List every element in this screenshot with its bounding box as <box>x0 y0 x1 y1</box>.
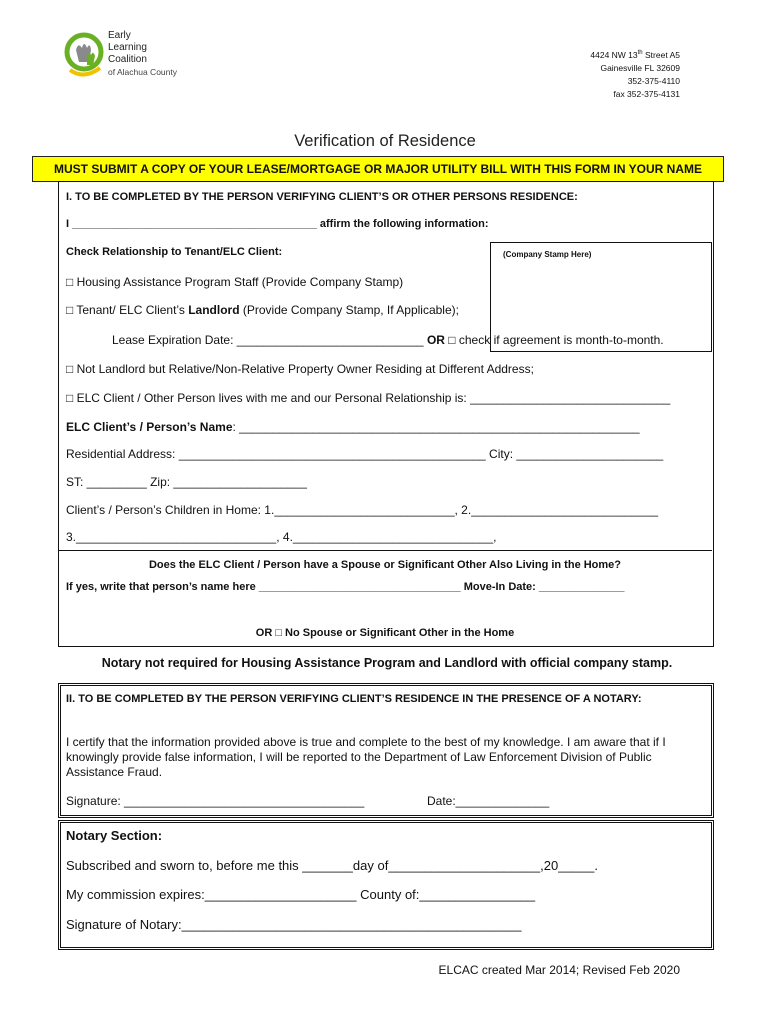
notary-note: Notary not required for Housing Assistance Program and Landlord with official company stamp. <box>101 656 673 670</box>
notary-heading: Notary Section: <box>66 828 163 843</box>
logo-line-1: Early <box>108 30 131 41</box>
client-name-field[interactable]: ELC Client’s / Person’s Name: ____________________________________________________________ <box>66 420 640 434</box>
relationship-heading: Check Relationship to Tenant/ELC Client: <box>66 246 283 258</box>
no-spouse-checkbox[interactable]: OR □ No Spouse or Significant Other in the Home <box>255 627 515 639</box>
spouse-name-field[interactable]: If yes, write that person’s name here _________________________________ Move-In Date: ______________ <box>66 581 625 593</box>
footer-revision: ELCAC created Mar 2014; Revised Feb 2020 <box>438 963 680 977</box>
state-zip-field[interactable]: ST: _________ Zip: ____________________ <box>66 475 307 489</box>
section-1-heading: I. TO BE COMPLETED BY THE PERSON VERIFYING CLIENT’S OR OTHER PERSONS RESIDENCE: <box>66 191 578 203</box>
lease-expiration-field[interactable]: Lease Expiration Date: ____________________________ OR □ check if agreement is month-to-month. <box>112 333 664 347</box>
office-address <box>590 47 680 101</box>
sworn-field[interactable]: Subscribed and sworn to, before me this _______day of_____________________,20_____. <box>66 858 598 873</box>
address-city: Gainesville FL 32609 <box>600 62 680 73</box>
checkbox-landlord[interactable]: □ Tenant/ ELC Client’s Landlord (Provide Company Stamp, If Applicable); <box>66 303 459 317</box>
section-2-heading: II. TO BE COMPLETED BY THE PERSON VERIFYING CLIENT’S RESIDENCE IN THE PRESENCE OF A NOTARY: <box>66 693 642 705</box>
children-field-2[interactable]: 3.______________________________, 4.______________________________, <box>66 530 497 544</box>
address-street: 4424 NW 13th Street A5 <box>590 49 680 60</box>
stamp-label: (Company Stamp Here) <box>503 250 592 259</box>
commission-field[interactable]: My commission expires:_____________________ County of:________________ <box>66 887 536 902</box>
logo-hands-icon <box>62 26 108 82</box>
signature-field[interactable]: Signature: ____________________________________ <box>66 794 365 808</box>
notary-signature-field[interactable]: Signature of Notary:_______________________________________________ <box>66 917 522 932</box>
affirm-field[interactable]: I ________________________________________ affirm the following information: <box>66 218 489 230</box>
certify-statement: I certify that the information provided above is true and complete to the best of my knowledge. I am aware that if I knowingly provide false information, I will be reported to the Department of Law Enforcement Division of Public Assistance Fraud. <box>66 735 666 779</box>
checkbox-housing-staff[interactable]: □ Housing Assistance Program Staff (Provide Company Stamp) <box>66 275 404 289</box>
warning-banner: MUST SUBMIT A COPY OF YOUR LEASE/MORTGAGE OR MAJOR UTILITY BILL WITH THIS FORM IN YOUR NAME <box>32 156 724 182</box>
residential-address-field[interactable]: Residential Address: ______________________________________________ City: ______________________ <box>66 447 664 461</box>
fax-number: fax 352-375-4131 <box>613 88 680 99</box>
logo-text <box>108 30 177 78</box>
phone-number: 352-375-4110 <box>627 75 680 86</box>
logo-line-4: of Alachua County <box>108 67 177 77</box>
spouse-question: Does the ELC Client / Person have a Spouse or Significant Other Also Living in the Home? <box>148 559 622 571</box>
checkbox-not-landlord[interactable]: □ Not Landlord but Relative/Non-Relative Property Owner Residing at Different Address; <box>66 362 534 376</box>
checkbox-lives-with-me[interactable]: □ ELC Client / Other Person lives with me and our Personal Relationship is: ______________________________ <box>66 391 671 405</box>
date-field[interactable]: Date:______________ <box>427 794 550 808</box>
page-title: Verification of Residence <box>294 132 476 150</box>
logo-line-3: Coalition <box>108 54 147 65</box>
logo-line-2: Learning <box>108 42 147 53</box>
children-field-1[interactable]: Client’s / Person’s Children in Home: 1.___________________________, 2.____________________________ <box>66 503 659 517</box>
